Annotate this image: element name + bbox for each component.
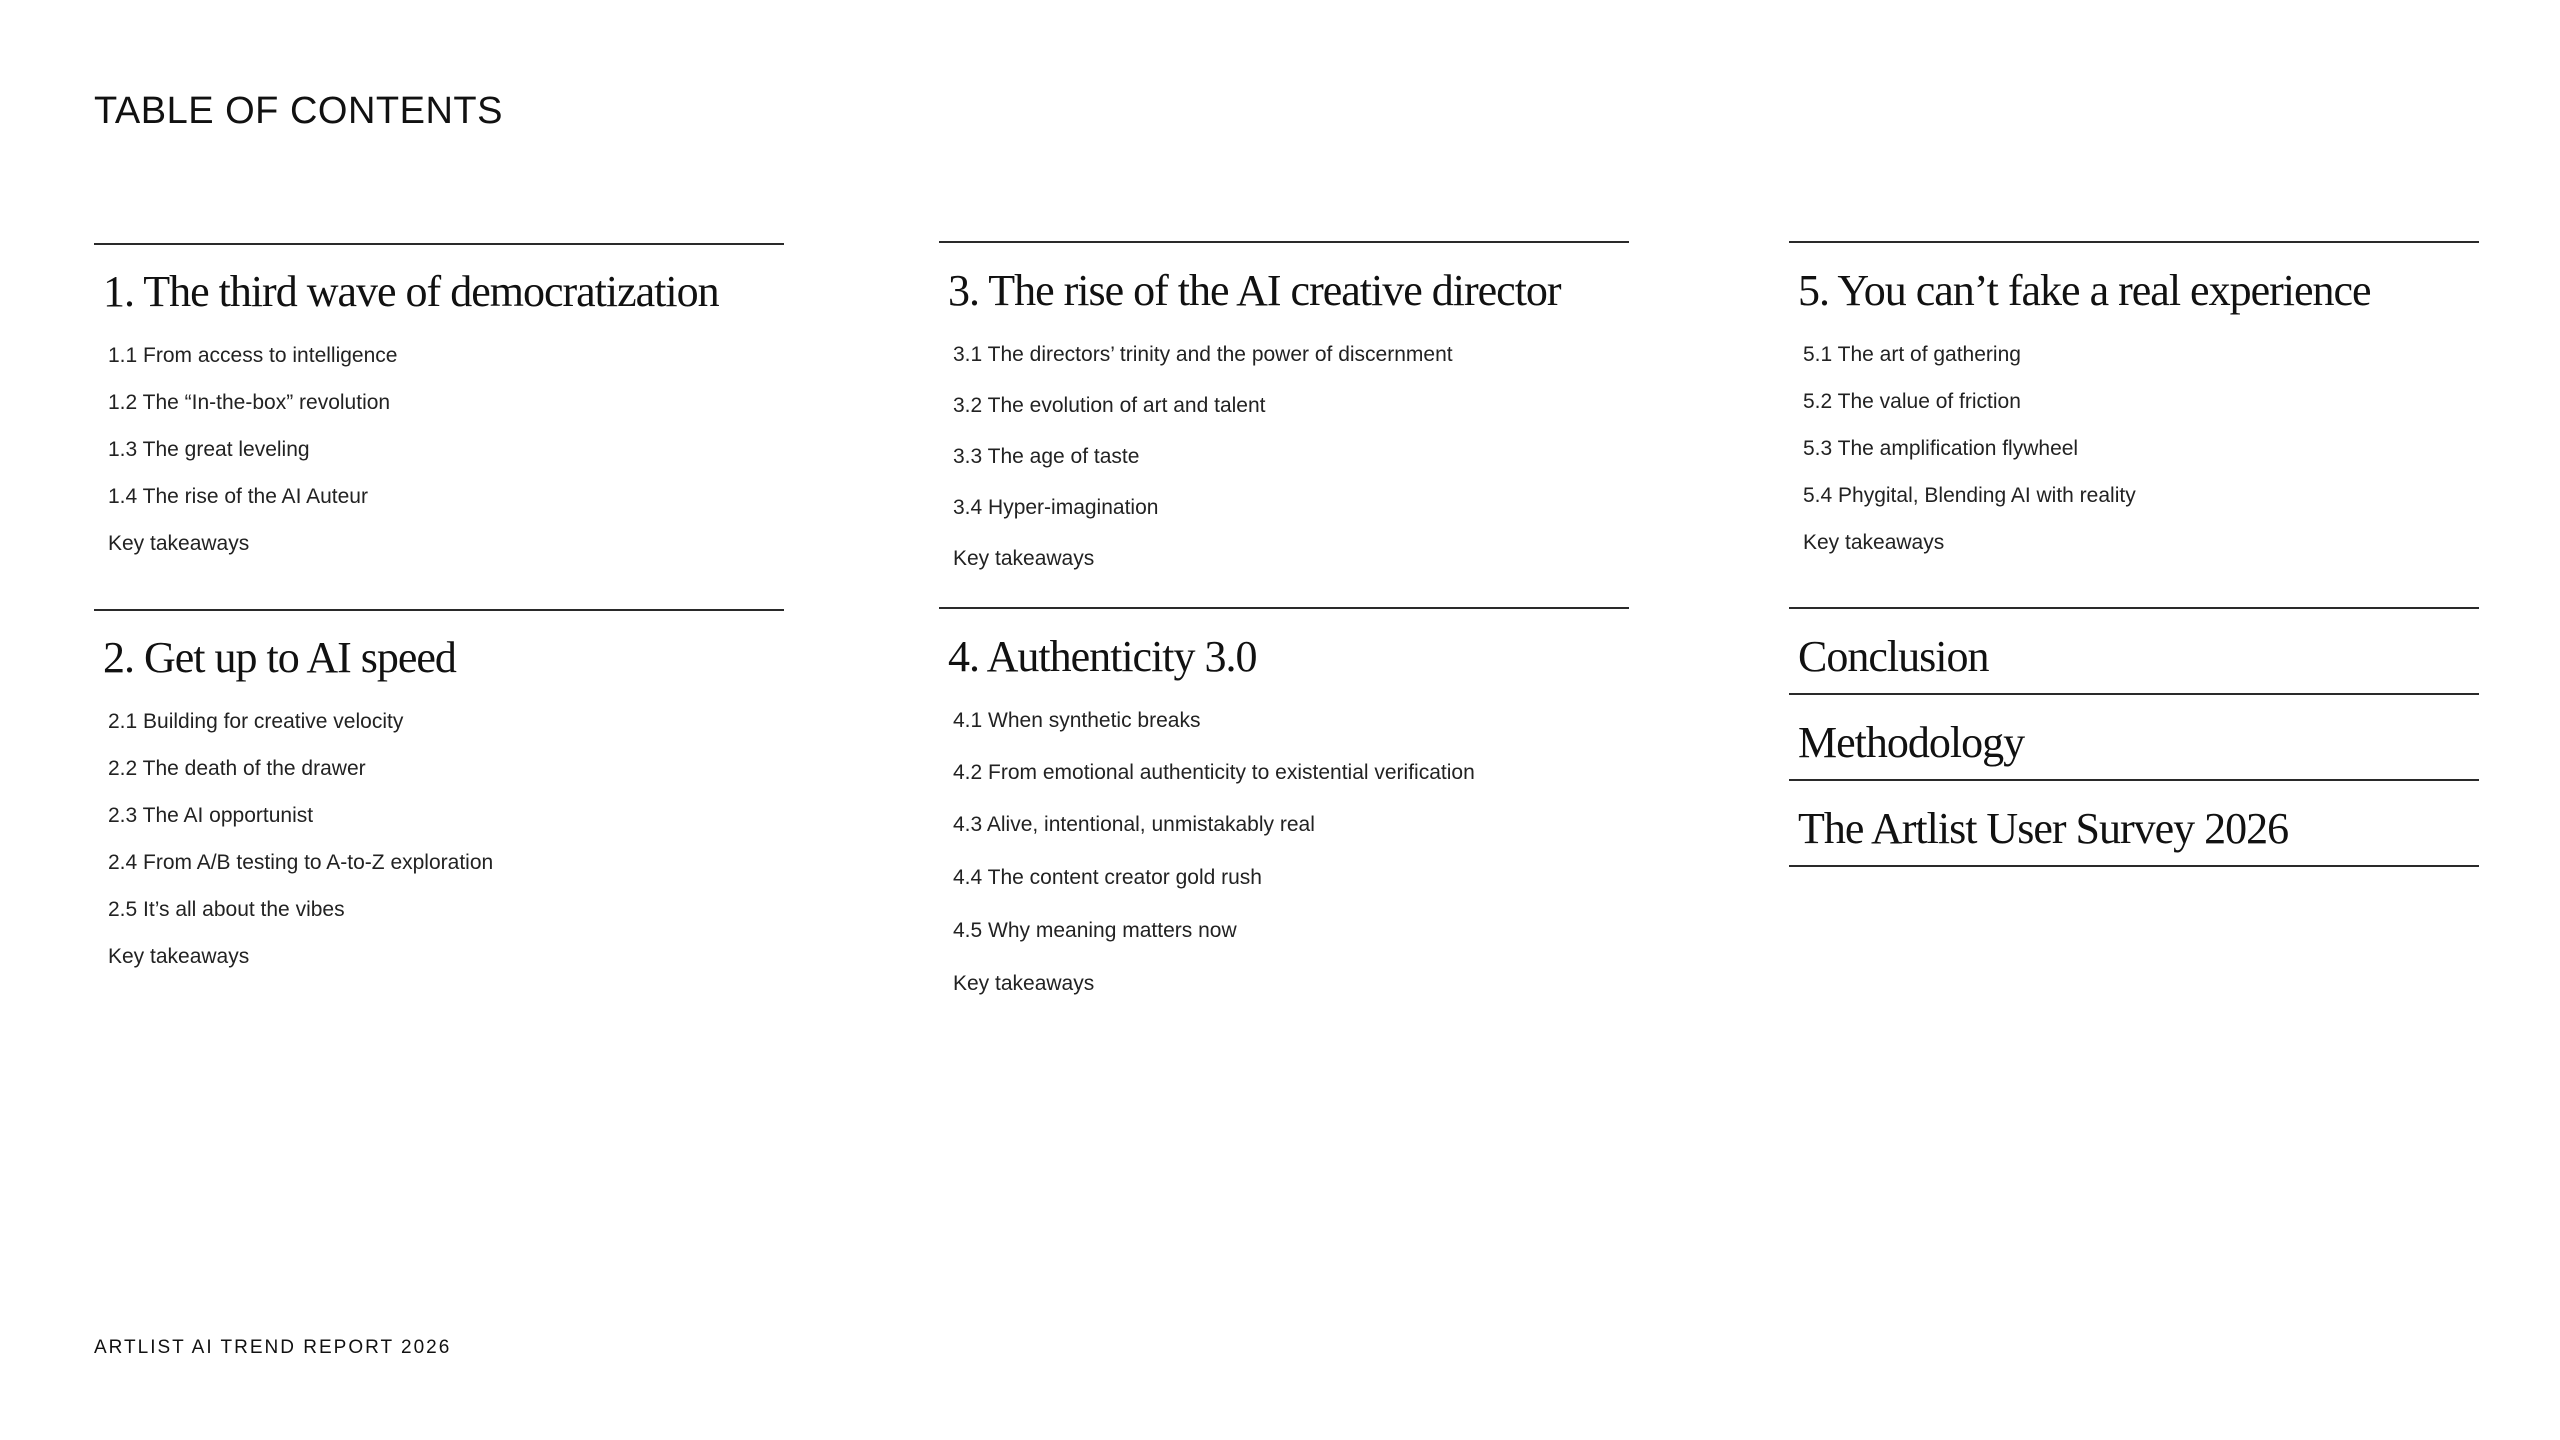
toc-item[interactable]: 1.1 From access to intelligence [108, 344, 398, 367]
toc-item[interactable]: Key takeaways [1803, 531, 1945, 554]
toc-item[interactable]: 2.2 The death of the drawer [108, 757, 366, 780]
toc-section-survey[interactable] [1789, 779, 2479, 865]
toc-item[interactable]: 2.1 Building for creative velocity [108, 710, 404, 733]
toc-item[interactable]: 4.4 The content creator gold rush [953, 866, 1262, 889]
toc-item[interactable]: Key takeaways [953, 972, 1095, 995]
toc-section-conclusion[interactable] [1789, 607, 2479, 693]
toc-section-methodology[interactable] [1789, 693, 2479, 779]
toc-item[interactable]: 1.3 The great leveling [108, 438, 310, 461]
section-heading[interactable]: Methodology [1798, 718, 2025, 767]
page-title: TABLE OF CONTENTS [94, 90, 503, 132]
report-footer: ARTLIST AI TREND REPORT 2026 [94, 1337, 452, 1358]
toc-item[interactable]: 3.2 The evolution of art and talent [953, 394, 1266, 417]
toc-item[interactable]: Key takeaways [953, 547, 1095, 570]
toc-section-3[interactable] [939, 241, 1629, 583]
section-heading[interactable]: The Artlist User Survey 2026 [1798, 804, 2289, 853]
toc-item[interactable]: 4.3 Alive, intentional, unmistakably real [953, 813, 1315, 836]
toc-item[interactable]: 3.4 Hyper-imagination [953, 496, 1159, 519]
toc-item[interactable]: 2.3 The AI opportunist [108, 804, 314, 827]
toc-item[interactable]: Key takeaways [108, 945, 250, 968]
divider [1789, 865, 2479, 867]
toc-item[interactable]: 3.1 The directors’ trinity and the power of discernment [953, 343, 1453, 366]
toc-item[interactable]: Key takeaways [108, 532, 250, 555]
toc-section-4[interactable] [939, 607, 1629, 1009]
section-heading[interactable]: 1. The third wave of democratization [103, 267, 719, 316]
toc-item[interactable]: 5.3 The amplification flywheel [1803, 437, 2079, 460]
section-heading[interactable]: Conclusion [1798, 632, 1989, 681]
toc-item[interactable]: 1.2 The “In-the-box” revolution [108, 391, 391, 414]
toc-item[interactable]: 5.4 Phygital, Blending AI with reality [1803, 484, 2136, 507]
toc-item[interactable]: 1.4 The rise of the AI Auteur [108, 485, 368, 508]
toc-item[interactable]: 5.2 The value of friction [1803, 390, 2021, 413]
section-heading[interactable]: 5. You can’t fake a real experience [1798, 266, 2371, 315]
toc-item[interactable]: 3.3 The age of taste [953, 445, 1140, 468]
section-heading[interactable]: 3. The rise of the AI creative director [948, 266, 1561, 315]
toc-item[interactable]: 2.5 It’s all about the vibes [108, 898, 345, 921]
toc-item[interactable]: 4.2 From emotional authenticity to existential verification [953, 761, 1475, 784]
section-heading[interactable]: 4. Authenticity 3.0 [948, 632, 1257, 681]
toc-item[interactable]: 4.1 When synthetic breaks [953, 709, 1201, 732]
toc-item[interactable]: 5.1 The art of gathering [1803, 343, 2021, 366]
toc-section-1[interactable] [94, 243, 784, 585]
toc-item[interactable]: 2.4 From A/B testing to A-to-Z exploration [108, 851, 494, 874]
section-heading[interactable]: 2. Get up to AI speed [103, 633, 456, 682]
toc-section-5[interactable] [1789, 241, 2479, 583]
toc-item[interactable]: 4.5 Why meaning matters now [953, 919, 1237, 942]
toc-section-2[interactable] [94, 609, 784, 991]
